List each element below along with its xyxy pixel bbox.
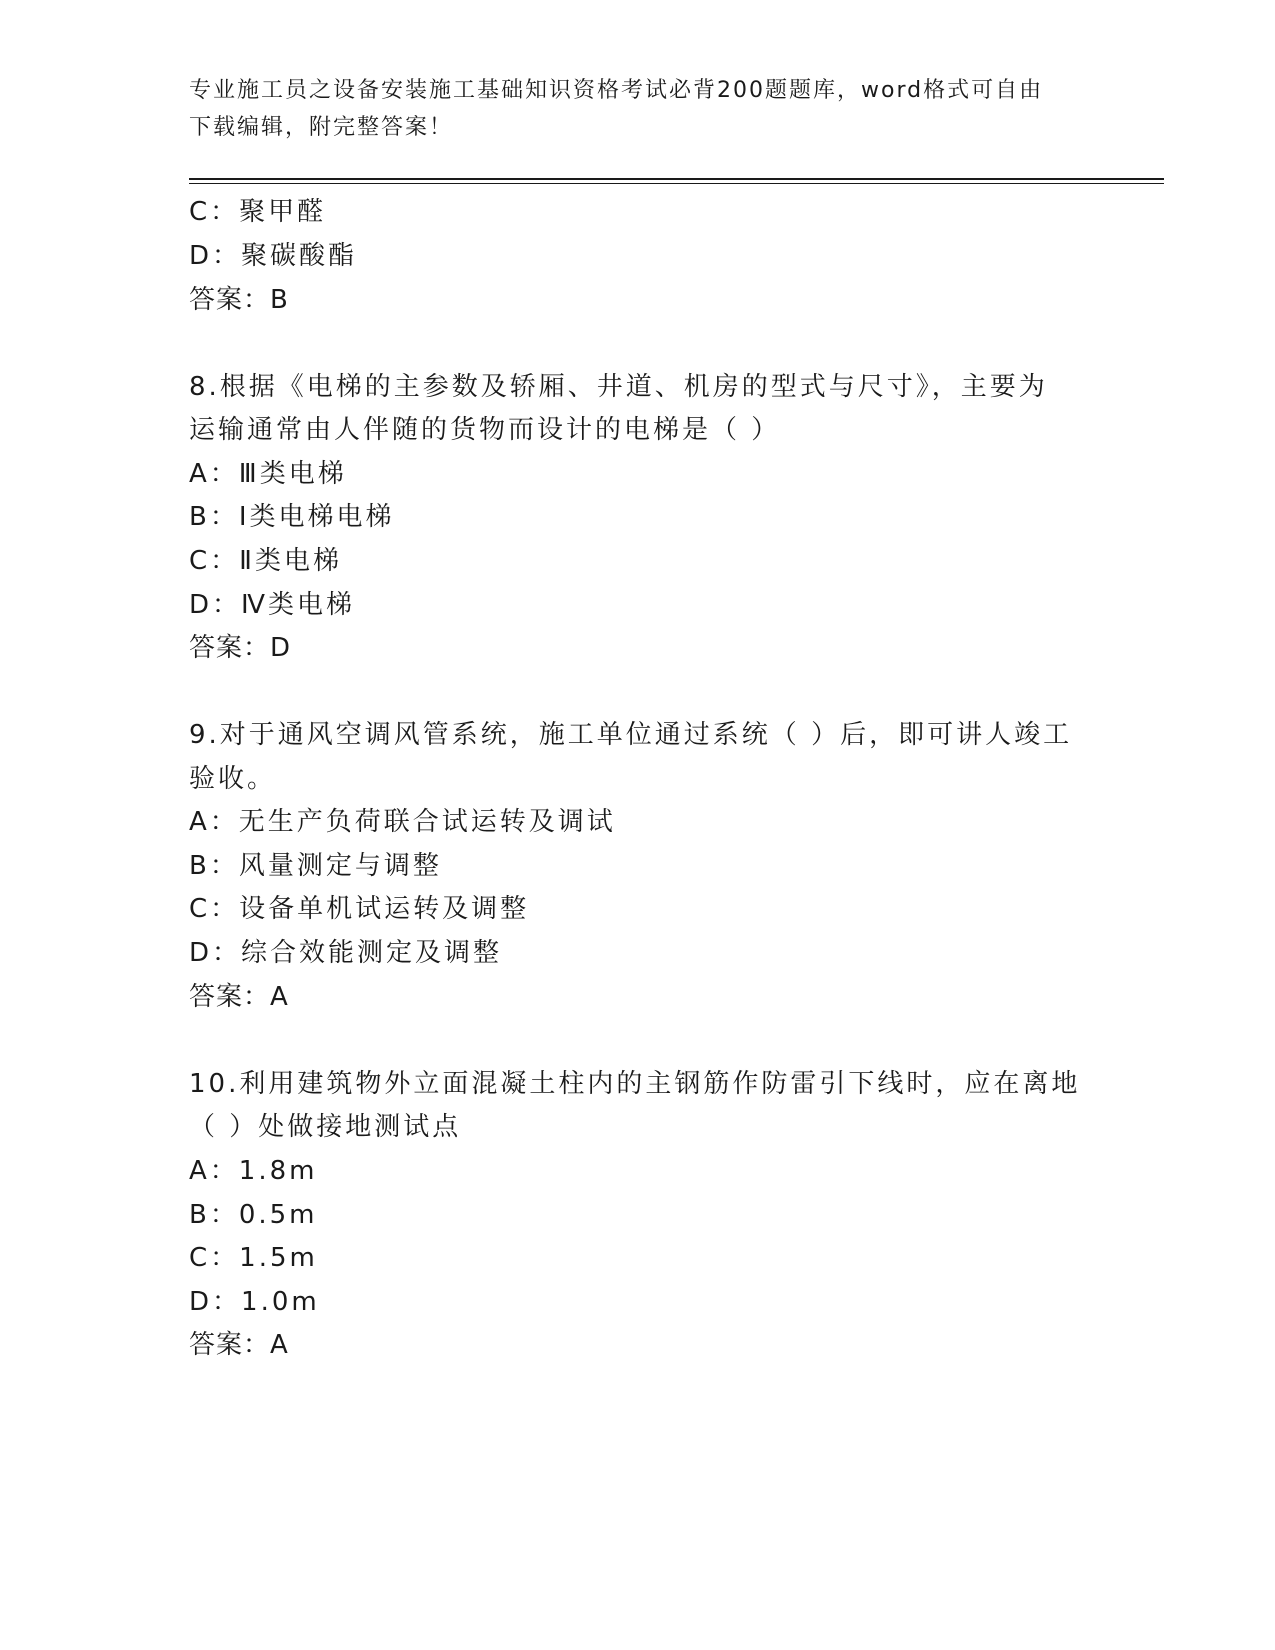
header-line-2: 下载编辑，附完整答案！ bbox=[189, 115, 454, 140]
answer-line: 答案：B bbox=[189, 285, 289, 315]
option-line: A：1.8m bbox=[189, 1156, 318, 1186]
option-line: C：Ⅱ类电梯 bbox=[189, 546, 342, 576]
answer-line: 答案：A bbox=[189, 1330, 289, 1360]
question-stem: 运输通常由人伴随的货物而设计的电梯是（ ） bbox=[189, 415, 781, 445]
option-line: D：聚碳酸酯 bbox=[189, 241, 358, 271]
option-line: C：1.5m bbox=[189, 1243, 318, 1273]
question-stem: （ ）处做接地测试点 bbox=[189, 1112, 462, 1142]
answer-line: 答案：D bbox=[189, 633, 292, 663]
question-stem: 10.利用建筑物外立面混凝土柱内的主钢筋作防雷引下线时，应在离地 bbox=[189, 1069, 1081, 1099]
option-line: A：Ⅲ类电梯 bbox=[189, 459, 347, 489]
option-line: C：聚甲醛 bbox=[189, 197, 327, 227]
question-stem: 8.根据《电梯的主参数及轿厢、井道、机房的型式与尺寸》，主要为 bbox=[189, 372, 1048, 402]
answer-line: 答案：A bbox=[189, 982, 289, 1012]
option-line: D：Ⅳ类电梯 bbox=[189, 590, 356, 620]
question-stem: 9.对于通风空调风管系统，施工单位通过系统（ ）后，即可讲人竣工 bbox=[189, 720, 1073, 750]
option-line: D：综合效能测定及调整 bbox=[189, 938, 503, 968]
option-line: B：0.5m bbox=[189, 1200, 318, 1230]
header-divider-thick bbox=[189, 178, 1164, 180]
header-line-1: 专业施工员之设备安装施工基础知识资格考试必背200题题库，word格式可自由 bbox=[189, 78, 1044, 103]
option-line: A：无生产负荷联合试运转及调试 bbox=[189, 807, 616, 837]
option-line: C：设备单机试运转及调整 bbox=[189, 894, 530, 924]
option-line: D：1.0m bbox=[189, 1287, 320, 1317]
document-header bbox=[189, 72, 1089, 146]
option-line: B：风量测定与调整 bbox=[189, 851, 442, 881]
option-line: B：Ⅰ类电梯电梯 bbox=[189, 502, 395, 532]
header-divider-thin bbox=[189, 183, 1164, 184]
question-stem: 验收。 bbox=[189, 764, 277, 794]
